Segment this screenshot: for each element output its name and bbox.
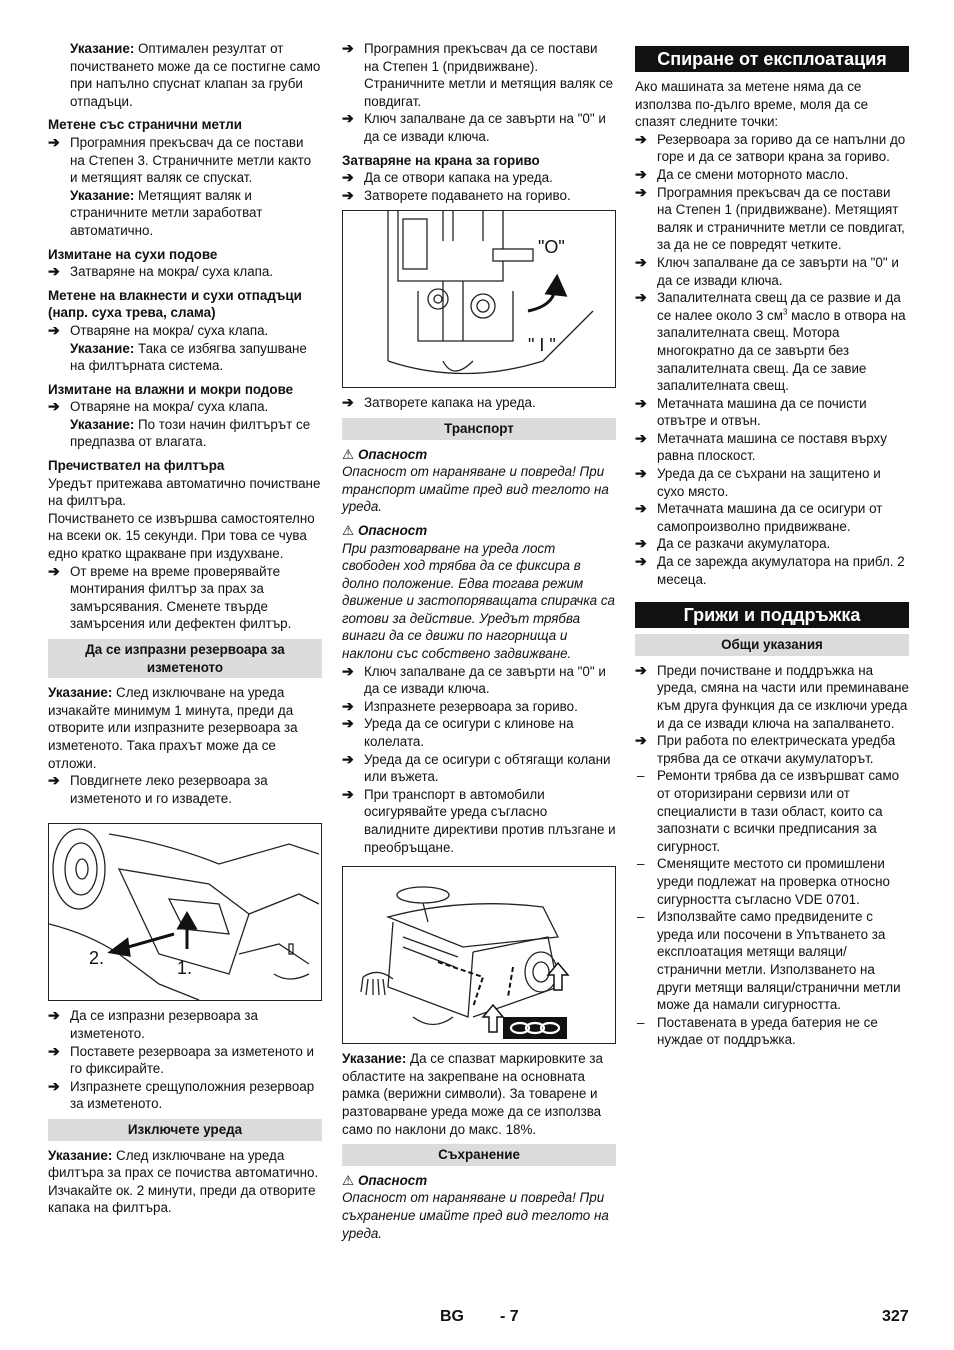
bullet-item: ➔ Да се разкачи акумулатора. [635, 535, 909, 553]
text-part: масло в отвора на запалителната свещ. Мотора многократно да се завърти без запалителната свещ. Да се завие запалителната свещ. [657, 307, 906, 394]
note-paragraph [48, 340, 322, 375]
note-paragraph [48, 416, 322, 451]
note-label: Указание: [70, 41, 135, 56]
note-label: Указание: [48, 685, 113, 701]
bullet-item: ➔ Затворете подаването на гориво. [342, 187, 616, 205]
bullet-item: ➔ Програмния прекъсвач да се постави на Степен 1 (придвижване). Метящият валяк и страничните метли се повдигат, за да не се повредят четките. [635, 184, 909, 254]
paragraph: Уредът притежава автоматично почистване на филтъра. [48, 475, 321, 509]
figure-label-i: " I " [528, 335, 556, 356]
bullet-item: ➔ При работа по електрическата уредба трябва да се откачи акумулаторът. [635, 732, 909, 767]
footer-page-number: 327 [882, 1308, 909, 1325]
note-paragraph [342, 1050, 616, 1138]
danger-label: Опасност [358, 1172, 428, 1188]
figure-label-1: 1. [177, 958, 193, 979]
bullet-item: ➔ Поставете резервоара за изметеното и го фиксирайте. [48, 1043, 322, 1078]
bullet-item: ➔ При транспорт в автомобили осигурявайте уреда съгласно валидните директиви против плъзгане и преобръщане. [342, 786, 616, 856]
bullet-item: ➔ Да се зарежда акумулатора на прибл. 2 месеца. [635, 553, 909, 588]
bullet-item: ➔ Ключ запалване да се завърти на "0" и да се извади ключа. [635, 254, 909, 289]
dash-item: – Ремонти трябва да се извършват само от оторизирани сервизи или от специалисти в тази област, които са запознати с всички предписания за сигурност. [635, 767, 909, 855]
note-paragraph [48, 40, 322, 110]
heading-fuel-valve: Затваряне на крана за гориво [342, 152, 540, 168]
bullet-item: ➔ Метачната машина се поставя върху равна плоскост. [635, 430, 909, 465]
heading-wet-floors: Измитане на влажни и мокри подове [48, 381, 294, 397]
footer-local-page: - 7 [500, 1308, 519, 1325]
dash-item: – Поставената в уреда батерия не се нуждае от поддръжка. [635, 1014, 909, 1049]
note-text: Да се спазват маркировките за областите на закрепване на основната рамка (верижни символи). За товарене и разтоварване уреда може да се използва само по наклони до макс. 18%. [342, 1051, 603, 1137]
note-text: Метящият валяк и страничните метли заработват автоматично. [70, 187, 263, 238]
dash-item: – Използвайте само предвидените с уреда или посочени в Упътването за експлоатация метящи валяци/странични метли. Използването на други метящи валяци/странични метли може да намали сигурността. [635, 908, 909, 1014]
note-text: След изключване на уреда филтъра за прах се почиства автоматично. Изчакайте ок. 2 минути, преди да отворите капака на филтъра. [48, 1147, 319, 1216]
note-label: Указание: [70, 416, 135, 432]
bullet-item: ➔ Отваряне на мокра/ суха клапа. [48, 322, 322, 340]
bullet-item: ➔ Уреда да се осигури с клинове на колелата. [342, 715, 616, 750]
bullet-item: ➔ От време на време проверявайте монтирания филтър за прах за замърсявания. Сменете твърде замърсения или дефектен филтър. [48, 563, 322, 633]
paragraph: Ако машината за метене няма да се използва по-дълго време, моля да се спазят следните точки: [635, 79, 869, 130]
bullet-item: ➔ Ключ запалване да се завърти на "0" и да се извади ключа. [342, 110, 616, 145]
note-label: Указание: [342, 1051, 407, 1067]
column-1 [48, 40, 322, 1217]
superscript: 3 [782, 307, 788, 317]
section-heading-storage: Съхранение [342, 1144, 616, 1166]
bullet-item: ➔ Отваряне на мокра/ суха клапа. [48, 398, 322, 416]
paragraph: Почистването се извършва самостоятелно на всеки ок. 15 секунди. При това се чува едно кратко щракване при издухване. [48, 510, 315, 562]
column-3 [635, 40, 909, 1049]
bullet-item: ➔ Програмния прекъсвач да се постави на Степен 1 (придвижване). Страничните метли и метящия валяк се повдигат. [342, 40, 616, 110]
bullet-item: ➔ Уреда да се осигури с обтягащи колани или въжета. [342, 751, 616, 786]
figure-label-2: 2. [89, 948, 105, 969]
figure-drawing [343, 867, 613, 1043]
heading-fibrous-debris: Метене на влакнести и сухи отпадъци (напр. суха трева, слама) [48, 287, 302, 321]
warning-icon: ⚠ [342, 522, 355, 538]
bullet-item: ➔ Да се изпразни резервоара за изметеното. [48, 1007, 322, 1042]
bullet-item: ➔ Програмния прекъсвач да се постави на Степен 3. Страничните метли както и метящият валяк се спускат. [48, 134, 322, 187]
note-label: Указание: [70, 340, 135, 356]
note-label: Указание: [48, 1147, 113, 1163]
bullet-item: ➔ Повдигнете леко резервоара за изметеното и го извадете. [48, 772, 322, 807]
note-text: Така се избягва запушване на филтърната система. [70, 340, 307, 374]
warning-icon: ⚠ [342, 1172, 355, 1188]
danger-text: Опасност от нараняване и повреда! При съхранение имайте пред вид теглото на уреда. [342, 1190, 609, 1241]
column-2 [342, 40, 616, 1242]
bullet-item: ➔ Да се отвори капака на уреда. [342, 169, 616, 187]
section-heading-transport: Транспорт [342, 418, 616, 440]
figure-label-o: "O" [538, 237, 565, 258]
bullet-item: ➔ Изпразнете срещуположния резервоар за изметеното. [48, 1078, 322, 1113]
bullet-item: ➔ Метачната машина да се почисти отвътре и отвън. [635, 395, 909, 430]
section-heading-empty-container: Да се изпразни резервоара за изметеното [48, 639, 322, 678]
figure-sweeping-container [48, 823, 322, 1001]
bullet-item: ➔ Затваряне на мокра/ суха клапа. [48, 263, 322, 281]
section-heading-general: Общи указания [635, 634, 909, 656]
bullet-item [635, 289, 909, 395]
danger-heading [342, 522, 616, 540]
footer-language: BG [440, 1308, 464, 1325]
danger-label: Опасност [358, 522, 428, 538]
note-label: Указание: [70, 187, 135, 203]
text-part: Запалителната свещ да се развие и да се налее около 3 см [657, 290, 901, 323]
heading-filter-cleaner: Пречиствател на филтъра [48, 458, 225, 474]
note-paragraph [48, 187, 322, 240]
bullet-item: ➔ Метачната машина да се осигури от самопроизволно придвижване. [635, 500, 909, 535]
figure-drawing [343, 211, 613, 387]
heading-side-brushes: Метене със странични метли [48, 117, 242, 133]
danger-heading [342, 446, 616, 464]
danger-text: При разтоварване на уреда лост свободен ход трябва да се фиксира в долно положение. Едва тогава режим движение и застопоряващата спирачка са готови за действие. Уредът трябва винаги да се движи по нагорнища и наклони със собствено задвижване. [342, 540, 615, 662]
bullet-item: ➔ Да се смени моторното масло. [635, 166, 909, 184]
heading-care-maintenance: Грижи и поддръжка [635, 602, 909, 628]
note-paragraph [48, 1147, 322, 1217]
figure-fuel-valve [342, 210, 616, 388]
note-text: По този начин филтърът се предпазва от влагата. [70, 416, 311, 450]
bullet-item: ➔ Затворете капака на уреда. [342, 394, 616, 412]
note-text: Оптимален резултат от почистването може да се постигне само при напълно спуснат клапан за груби отпадъци. [70, 41, 321, 109]
heading-dry-floors: Измитане на сухи подове [48, 246, 218, 262]
dash-item: – Сменящите местото си промишлени уреди подлежат на проверка относно сигурността съгласно VDE 0701. [635, 855, 909, 908]
danger-label: Опасност [358, 446, 428, 462]
note-text: След изключване на уреда изчакайте минимум 1 минута, преди да отворите или изпразните резервоара за изметеното. Така прахът може да се отложи. [48, 685, 298, 771]
figure-drawing [49, 824, 319, 1000]
bullet-item: ➔ Преди почистване и поддръжка на уреда, смяна на части или преминаване към друга функция да се изключи уреда и да се извади ключа на запалването. [635, 662, 909, 732]
bullet-item: ➔ Изпразнете резервоара за гориво. [342, 698, 616, 716]
heading-decommissioning: Спиране от експлоатация [635, 46, 909, 72]
section-heading-switch-off: Изключете уреда [48, 1119, 322, 1141]
bullet-item: ➔ Резервоара за гориво да се напълни до горе и да се затвори крана за гориво. [635, 131, 909, 166]
figure-transport-tie-points [342, 866, 616, 1044]
bullet-item: ➔ Уреда да се съхрани на защитено и сухо място. [635, 465, 909, 500]
warning-icon: ⚠ [342, 446, 355, 462]
note-paragraph [48, 684, 322, 772]
danger-text: Опасност от нараняване и повреда! При транспорт имайте пред вид теглото на уреда. [342, 464, 609, 515]
bullet-item: ➔ Ключ запалване да се завърти на "0" и да се извади ключа. [342, 663, 616, 698]
danger-heading [342, 1172, 616, 1190]
